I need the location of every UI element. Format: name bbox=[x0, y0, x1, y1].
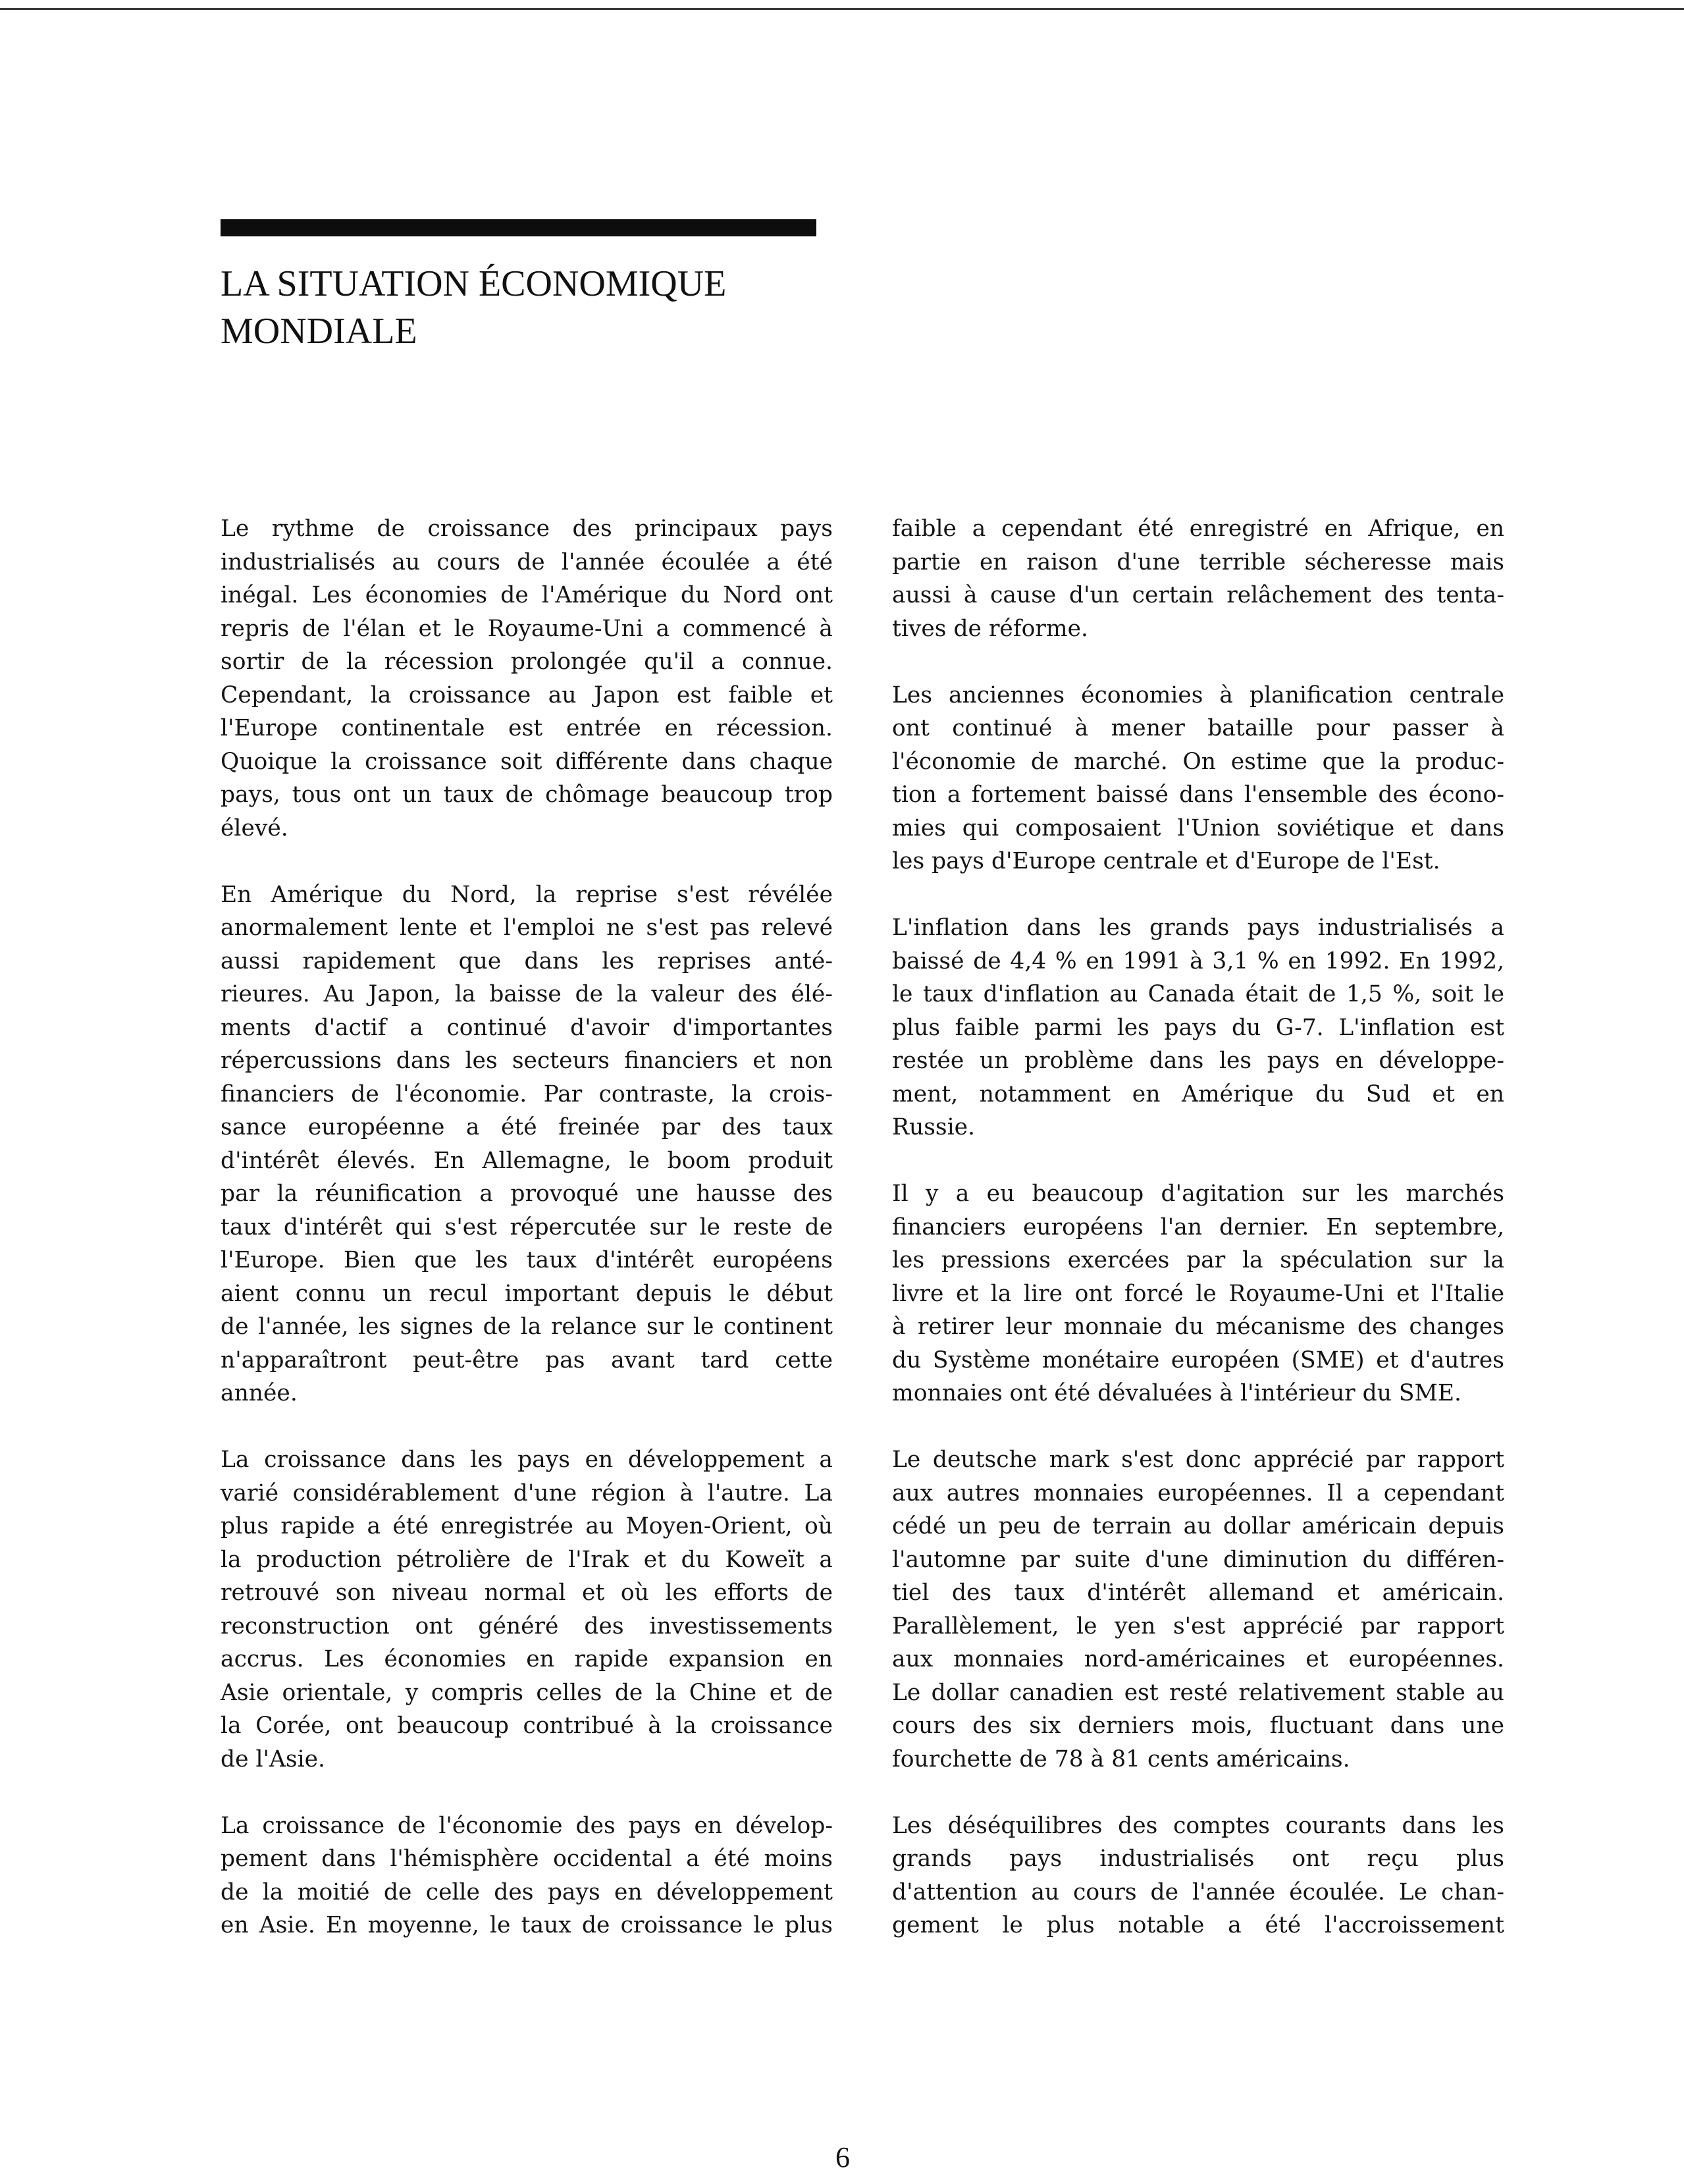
paragraph-line: gement le plus notable a été l'accroissement bbox=[892, 1912, 1504, 1938]
paragraph-line: Les anciennes économies à planification centrale bbox=[892, 681, 1504, 708]
paragraph-line: restée un problème dans les pays en développe- bbox=[892, 1048, 1504, 1074]
paragraph-line: pement dans l'hémisphère occidental a été moins bbox=[221, 1846, 833, 1872]
page-title-line: LA SITUATION ÉCONOMIQUE bbox=[221, 263, 727, 304]
paragraph-line: reconstruction ont généré des investissements bbox=[221, 1612, 833, 1639]
paragraph-line: du Système monétaire européen (SME) et d'autres bbox=[892, 1346, 1504, 1373]
paragraph-line: tives de réforme. bbox=[892, 615, 1088, 642]
section-header-bar bbox=[221, 219, 816, 236]
paragraph-line: les pressions exercées par la spéculation sur la bbox=[892, 1247, 1504, 1273]
paragraph-line: repris de l'élan et le Royaume-Uni a commencé à bbox=[221, 615, 833, 642]
page-title-line: MONDIALE bbox=[221, 311, 417, 352]
paragraph bbox=[892, 911, 1504, 1144]
paragraph bbox=[892, 1177, 1504, 1410]
paragraph-line: retrouvé son niveau normal et où les efforts de bbox=[221, 1580, 833, 1606]
paragraph-line: accrus. Les économies en rapide expansion en bbox=[221, 1646, 833, 1672]
paragraph-line: ment, notamment en Amérique du Sud et en bbox=[892, 1080, 1504, 1107]
paragraph-line: année. bbox=[221, 1380, 298, 1406]
paragraph-line: mies qui composaient l'Union soviétique et dans bbox=[892, 814, 1504, 841]
paragraph-line: Russie. bbox=[892, 1114, 976, 1140]
paragraph-line: partie en raison d'une terrible sécheresse mais bbox=[892, 548, 1504, 575]
paragraph-line: tiel des taux d'intérêt allemand et américain. bbox=[892, 1580, 1504, 1606]
paragraph-line: répercussions dans les secteurs financiers et non bbox=[221, 1048, 833, 1074]
paragraph-line: l'Europe. Bien que les taux d'intérêt européens bbox=[221, 1247, 833, 1273]
paragraph-line: Le rythme de croissance des principaux pays bbox=[221, 516, 833, 542]
paragraph-line: aient connu un recul important depuis le début bbox=[221, 1280, 833, 1307]
left-text-column bbox=[221, 512, 833, 1975]
paragraph-line: La croissance dans les pays en développement a bbox=[221, 1447, 833, 1473]
paragraph-line: à retirer leur monnaie du mécanisme des changes bbox=[892, 1314, 1504, 1340]
paragraph-line: financiers européens l'an dernier. En septembre, bbox=[892, 1213, 1504, 1240]
paragraph-line: par la réunification a provoqué une hausse des bbox=[221, 1181, 833, 1207]
paragraph-line: plus faible parmi les pays du G-7. L'inflation est bbox=[892, 1014, 1504, 1041]
paragraph bbox=[221, 1443, 833, 1776]
paragraph-line: l'Europe continentale est entrée en récession. bbox=[221, 715, 833, 741]
paragraph-line: l'automne par suite d'une diminution du différen- bbox=[892, 1546, 1504, 1573]
paragraph-line: Le dollar canadien est resté relativement stable au bbox=[892, 1679, 1504, 1706]
paragraph-line: anormalement lente et l'emploi ne s'est pas relevé bbox=[221, 915, 833, 941]
paragraph bbox=[892, 679, 1504, 878]
paragraph-line: aux autres monnaies européennes. Il a cependant bbox=[892, 1479, 1504, 1506]
paragraph-line: Quoique la croissance soit différente dans chaque bbox=[221, 748, 833, 775]
paragraph-line: de la moitié de celle des pays en développement bbox=[221, 1878, 833, 1905]
paragraph-line: l'économie de marché. On estime que la produc- bbox=[892, 748, 1504, 775]
paragraph-line: la Corée, ont beaucoup contribué à la croissance bbox=[221, 1713, 833, 1739]
paragraph bbox=[892, 1443, 1504, 1776]
page-number: 6 bbox=[835, 2141, 850, 2173]
paragraph-line: plus rapide a été enregistrée au Moyen-Orient, où bbox=[221, 1513, 833, 1539]
paragraph-line: faible a cependant été enregistré en Afrique, en bbox=[892, 516, 1504, 542]
paragraph bbox=[221, 878, 833, 1410]
paragraph-line: aussi rapidement que dans les reprises anté- bbox=[221, 947, 833, 974]
paragraph-line: pays, tous ont un taux de chômage beaucoup trop bbox=[221, 782, 833, 808]
paragraph-line: Asie orientale, y compris celles de la Chine et de bbox=[221, 1679, 833, 1706]
paragraph bbox=[221, 1809, 833, 1942]
paragraph-line: rieures. Au Japon, la baisse de la valeur des élé- bbox=[221, 981, 833, 1007]
paragraph-line: sance européenne a été freinée par des taux bbox=[221, 1114, 833, 1140]
paragraph-line: Il y a eu beaucoup d'agitation sur les marchés bbox=[892, 1181, 1504, 1207]
paragraph bbox=[221, 512, 833, 845]
paragraph-line: la production pétrolière de l'Irak et du Koweït a bbox=[221, 1546, 833, 1573]
paragraph-line: d'attention au cours de l'année écoulée. Le chan- bbox=[892, 1878, 1504, 1905]
paragraph bbox=[892, 512, 1504, 645]
paragraph-line: cours des six derniers mois, fluctuant dans une bbox=[892, 1713, 1504, 1739]
paragraph-line: grands pays industrialisés ont reçu plus bbox=[892, 1846, 1504, 1872]
paragraph-line: Les déséquilibres des comptes courants dans les bbox=[892, 1812, 1504, 1839]
paragraph-line: cédé un peu de terrain au dollar américain depuis bbox=[892, 1513, 1504, 1539]
page-title bbox=[221, 260, 945, 355]
paragraph-line: inégal. Les économies de l'Amérique du Nord ont bbox=[221, 582, 833, 608]
paragraph-line: Cependant, la croissance au Japon est faible et bbox=[221, 681, 833, 708]
paragraph-line: monnaies ont été dévaluées à l'intérieur du SME. bbox=[892, 1380, 1462, 1406]
paragraph-line: aussi à cause d'un certain relâchement des tenta- bbox=[892, 582, 1504, 608]
paragraph-line: les pays d'Europe centrale et d'Europe de l'Est. bbox=[892, 848, 1440, 874]
paragraph-line: ont continué à mener bataille pour passer à bbox=[892, 715, 1504, 741]
paragraph-line: L'inflation dans les grands pays industrialisés a bbox=[892, 915, 1504, 941]
paragraph-line: Le deutsche mark s'est donc apprécié par rapport bbox=[892, 1447, 1504, 1473]
paragraph-line: fourchette de 78 à 81 cents américains. bbox=[892, 1745, 1350, 1772]
paragraph-line: d'intérêt élevés. En Allemagne, le boom produit bbox=[221, 1147, 833, 1174]
paragraph-line: baissé de 4,4 % en 1991 à 3,1 % en 1992. En 1992, bbox=[892, 947, 1504, 974]
paragraph-line: ments d'actif a continué d'avoir d'importantes bbox=[221, 1014, 833, 1041]
paragraph-line: élevé. bbox=[221, 814, 288, 841]
paragraph-line: La croissance de l'économie des pays en dévelop- bbox=[221, 1812, 833, 1839]
paragraph-line: en Asie. En moyenne, le taux de croissance le plus bbox=[221, 1912, 833, 1938]
paragraph-line: varié considérablement d'une région à l'autre. La bbox=[221, 1479, 833, 1506]
paragraph-line: de l'Asie. bbox=[221, 1745, 326, 1772]
top-edge-rule bbox=[0, 8, 1684, 10]
paragraph bbox=[892, 1809, 1504, 1942]
right-text-column bbox=[892, 512, 1504, 1975]
paragraph-line: financiers de l'économie. Par contraste, la crois- bbox=[221, 1080, 833, 1107]
paragraph-line: aux monnaies nord-américaines et européennes. bbox=[892, 1646, 1504, 1672]
paragraph-line: industrialisés au cours de l'année écoulée a été bbox=[221, 548, 833, 575]
paragraph-line: le taux d'inflation au Canada était de 1,5 %, soit le bbox=[892, 981, 1504, 1007]
paragraph-line: taux d'intérêt qui s'est répercutée sur le reste de bbox=[221, 1213, 833, 1240]
paragraph-line: sortir de la récession prolongée qu'il a connue. bbox=[221, 649, 833, 675]
paragraph-line: En Amérique du Nord, la reprise s'est révélée bbox=[221, 881, 833, 908]
paragraph-line: de l'année, les signes de la relance sur le continent bbox=[221, 1314, 833, 1340]
paragraph-line: tion a fortement baissé dans l'ensemble des écono- bbox=[892, 782, 1504, 808]
paragraph-line: livre et la lire ont forcé le Royaume-Uni et l'Italie bbox=[892, 1280, 1504, 1307]
paragraph-line: n'apparaîtront peut-être pas avant tard cette bbox=[221, 1346, 833, 1373]
paragraph-line: Parallèlement, le yen s'est apprécié par rapport bbox=[892, 1612, 1504, 1639]
